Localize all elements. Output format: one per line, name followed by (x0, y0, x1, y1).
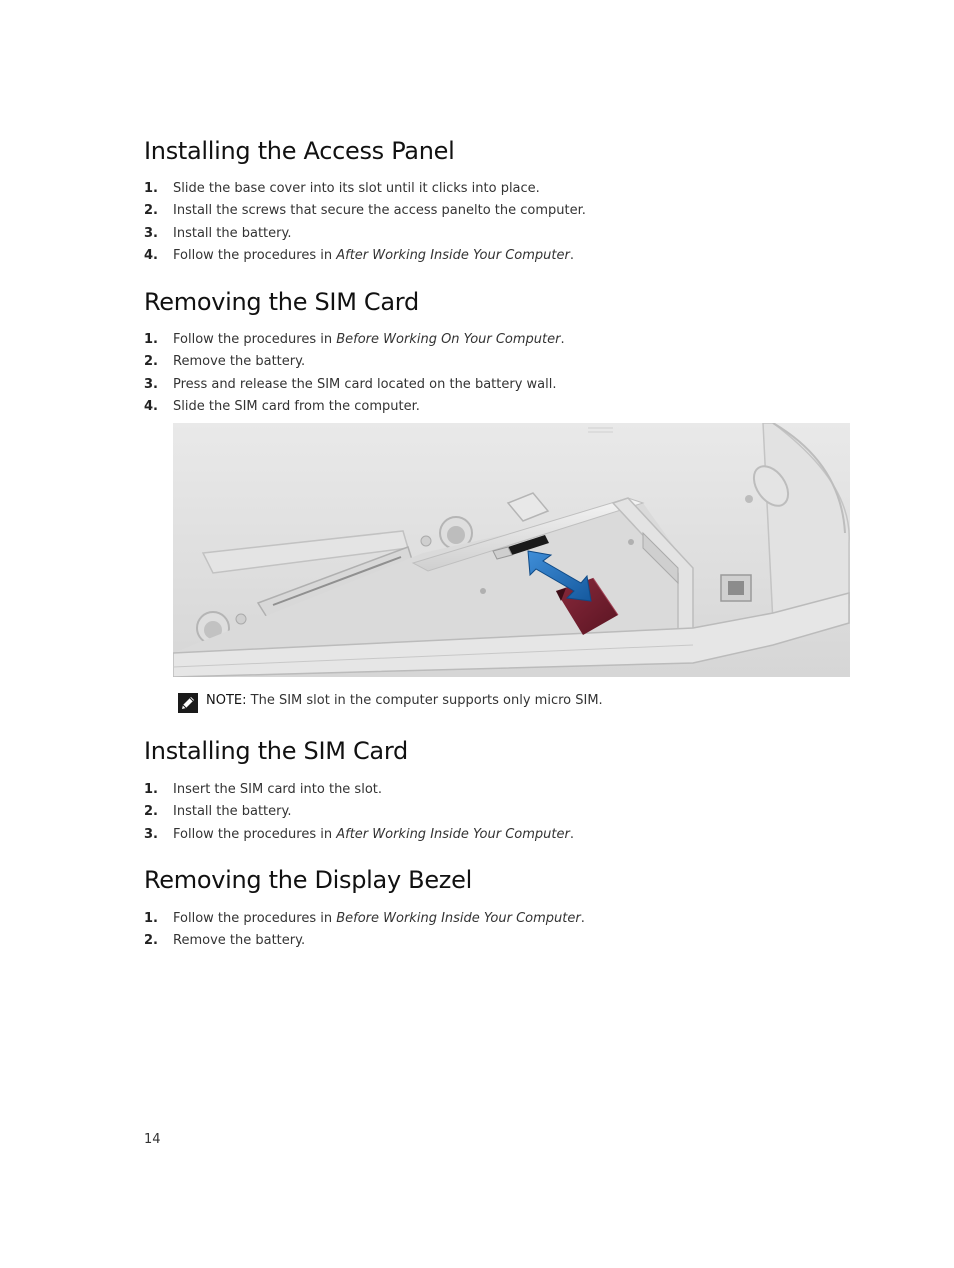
step-number: 1. (144, 911, 158, 926)
step-text-end: . (560, 332, 565, 347)
step-number: 2. (144, 203, 158, 219)
step-text: Install the screws that secure the access panelto the computer. (173, 203, 586, 219)
step-number: 2. (144, 354, 158, 370)
procedure-reference: After Working Inside Your Computer (336, 247, 570, 263)
step-text: Remove the battery. (173, 933, 306, 949)
list-item (144, 200, 586, 222)
step-text: Follow the procedures in (173, 332, 337, 347)
step-number: 2. (144, 933, 158, 949)
step-text-end: . (569, 826, 574, 842)
list-item (144, 178, 586, 200)
list-item (144, 223, 586, 245)
step-number: 4. (144, 247, 158, 263)
step-number: 3. (144, 826, 158, 842)
list-item (144, 908, 585, 930)
step-text: Press and release the SIM card located on the battery wall. (173, 376, 557, 392)
section-title-removing-display-bezel: Removing the Display Bezel (144, 866, 472, 894)
step-text-end: . (580, 911, 585, 926)
section-title-removing-sim-card: Removing the SIM Card (144, 288, 419, 316)
step-text-end: . (569, 247, 574, 263)
section-title-installing-access-panel: Installing the Access Panel (144, 137, 455, 165)
section-title-installing-sim-card: Installing the SIM Card (144, 737, 408, 765)
step-number: 3. (144, 376, 158, 392)
list-item (144, 779, 574, 801)
step-number: 1. (144, 332, 158, 347)
note-callout (178, 690, 603, 712)
steps-installing-access-panel (144, 178, 586, 267)
laptop-sim-card-illustration (173, 423, 850, 677)
step-number: 2. (144, 804, 158, 820)
step-text: Follow the procedures in (173, 911, 337, 926)
step-text: Install the battery. (173, 804, 292, 820)
procedure-reference: After Working Inside Your Computer (336, 826, 570, 842)
steps-installing-sim-card (144, 779, 574, 846)
procedure-reference: Before Working On Your Computer (336, 332, 561, 347)
step-text: Follow the procedures in (173, 247, 337, 263)
step-number: 3. (144, 225, 158, 241)
step-text: Follow the procedures in (173, 826, 337, 842)
step-text: Insert the SIM card into the slot. (173, 782, 383, 797)
step-number: 1. (144, 181, 158, 196)
steps-removing-sim-card (144, 329, 565, 418)
procedure-reference: Before Working Inside Your Computer (336, 911, 581, 926)
list-item (144, 374, 565, 396)
step-number: 4. (144, 398, 158, 414)
list-item (144, 824, 574, 846)
note-text: The SIM slot in the computer supports only micro SIM. (246, 693, 603, 708)
step-number: 1. (144, 782, 158, 797)
list-item (144, 396, 565, 418)
step-text: Remove the battery. (173, 354, 306, 370)
step-text: Slide the SIM card from the computer. (173, 398, 420, 414)
list-item (144, 930, 585, 952)
note-label: NOTE: (206, 693, 247, 708)
list-item (144, 801, 574, 823)
step-text: Slide the base cover into its slot until it clicks into place. (173, 181, 540, 196)
steps-removing-display-bezel (144, 908, 585, 953)
page-number: 14 (144, 1132, 161, 1147)
pencil-note-icon (178, 693, 198, 713)
list-item (144, 329, 565, 351)
list-item (144, 351, 565, 373)
list-item (144, 245, 586, 267)
step-text: Install the battery. (173, 225, 292, 241)
